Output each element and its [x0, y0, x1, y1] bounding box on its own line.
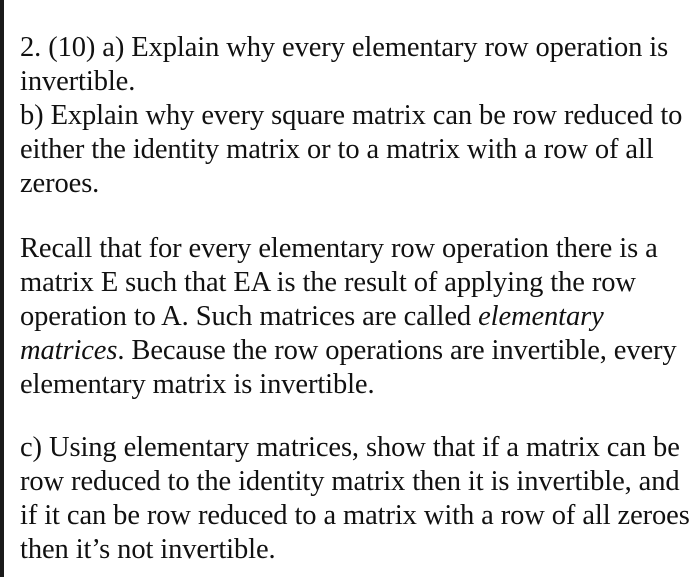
part-c-line-1: c) Using elementary matrices, show that if a matrix can be: [20, 432, 680, 463]
recall-line-3: [20, 300, 604, 334]
question-line-5: zeroes.: [20, 168, 100, 199]
question-line-2: invertible.: [20, 66, 136, 97]
question-line-4: either the identity matrix or to a matrix with a row of all: [20, 134, 654, 165]
recall-matrices-emphasis: matrices: [20, 335, 118, 366]
recall-line-1: Recall that for every elementary row operation there is a: [20, 233, 658, 264]
recall-line-4: [20, 334, 677, 368]
part-c-line-2: row reduced to the identity matrix then it is invertible, and: [20, 466, 680, 497]
recall-line-2: matrix E such that EA is the result of applying the row: [20, 267, 636, 298]
recall-line-5: elementary matrix is invertible.: [20, 369, 375, 400]
recall-elementary-emphasis: elementary: [478, 301, 604, 332]
part-c-line-4: then it’s not invertible.: [20, 534, 276, 565]
question-line-1: 2. (10) a) Explain why every elementary row operation is: [20, 32, 669, 63]
recall-line-4-text: . Because the row operations are invertible, every: [117, 335, 677, 366]
part-c-line-3: if it can be row reduced to a matrix with a row of all zeroes: [20, 500, 690, 531]
page-left-border: [0, 0, 4, 577]
recall-line-3-text: operation to A. Such matrices are called: [20, 301, 479, 332]
question-line-3: b) Explain why every square matrix can be row reduced to: [20, 100, 683, 131]
